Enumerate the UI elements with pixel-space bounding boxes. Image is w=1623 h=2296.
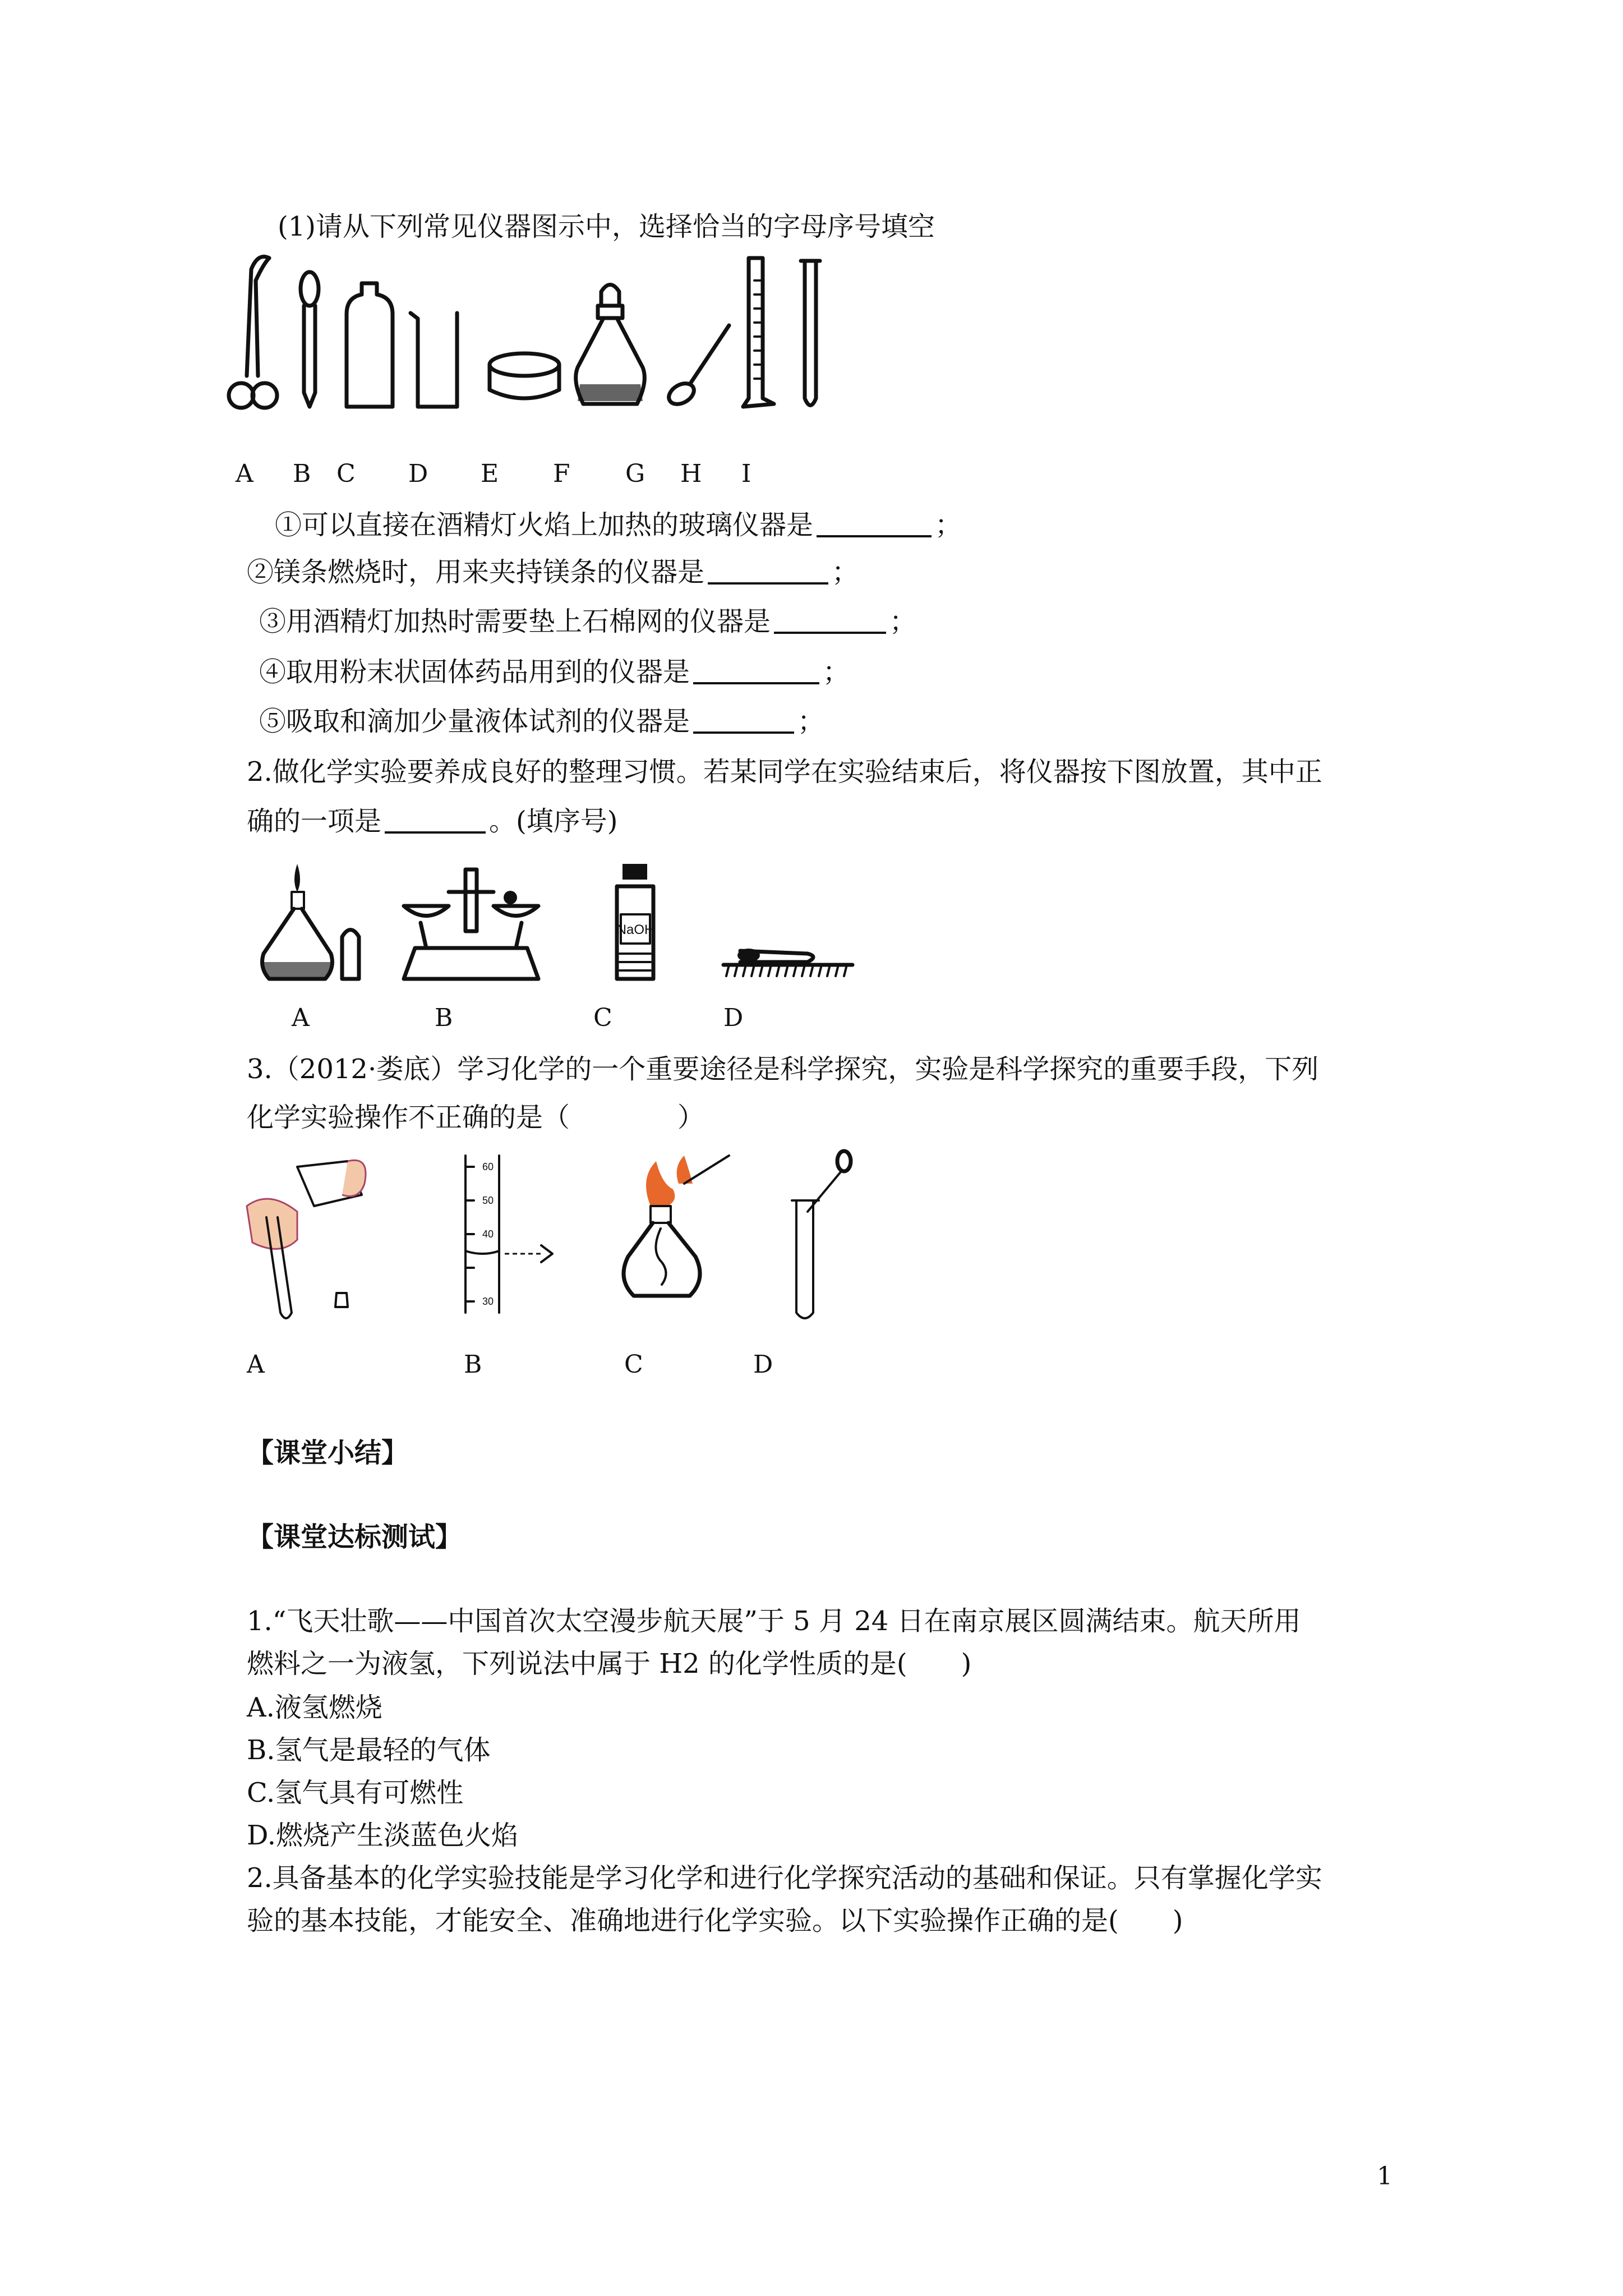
cylinder-tick-40: 40 xyxy=(482,1228,494,1240)
balance-scale-icon xyxy=(404,869,538,979)
q2-text-b: 。(填序号) xyxy=(489,806,618,837)
q1-label-f: F xyxy=(553,459,570,488)
alcohol-lamp-icon xyxy=(576,285,645,404)
dropper-icon xyxy=(301,272,319,407)
answer-blank[interactable] xyxy=(708,555,828,585)
q1-item-5-text: ⑤吸取和滴加少量液体试剂的仪器是 xyxy=(259,706,690,737)
reagent-bottle-icon xyxy=(347,283,393,407)
t1-line2: 燃料之一为液氢，下列说法中属于 H2 的化学性质的是( ) xyxy=(247,1648,972,1680)
answer-blank[interactable] xyxy=(693,655,819,684)
q3-label-a: A xyxy=(247,1350,265,1379)
evaporating-dish-icon xyxy=(490,353,559,398)
q1-label-c: C xyxy=(336,459,356,488)
q1-item-1-text: ①可以直接在酒精灯火焰上加热的玻璃仪器是 xyxy=(275,509,814,541)
crucible-tongs-icon xyxy=(229,257,277,408)
q2-label-d: D xyxy=(723,1004,744,1032)
q3-label-d: D xyxy=(753,1350,773,1379)
q3-text-line1: 3.（2012·娄底）学习化学的一个重要途径是科学探究，实验是科学探究的重要手段，下列 xyxy=(247,1053,1319,1085)
answer-blank[interactable] xyxy=(774,605,886,634)
q1-label-a: A xyxy=(236,459,253,488)
t1-option-a: A.液氢燃烧 xyxy=(247,1692,382,1723)
alcohol-lamp-with-cap-icon xyxy=(262,864,359,979)
answer-blank[interactable] xyxy=(385,804,486,834)
q3-text-line2: 化学实验操作不正确的是（ ） xyxy=(247,1102,705,1133)
q2-text-a: 确的一项是 xyxy=(247,806,382,837)
q1-item-1 xyxy=(275,508,962,542)
q1-label-e: E xyxy=(481,459,499,488)
q2-text-line2 xyxy=(247,804,617,838)
page-number: 1 xyxy=(1377,2162,1393,2191)
graduated-cylinder-icon xyxy=(743,258,774,407)
t2-line1: 2.具备基本的化学实验技能是学习化学和进行化学探究活动的基础和保证。只有掌握化学实 xyxy=(247,1862,1322,1894)
q1-label-b: B xyxy=(293,459,311,488)
end-mark: ； xyxy=(823,656,850,688)
q1-label-i: I xyxy=(741,459,751,488)
q2-label-b: B xyxy=(435,1004,453,1032)
lamp-ignition-icon xyxy=(624,1156,729,1296)
q1-instrument-figure xyxy=(224,247,841,426)
medicine-spoon-icon xyxy=(665,325,729,408)
end-mark: ； xyxy=(889,606,917,637)
end-mark: ； xyxy=(935,509,962,541)
answer-blank[interactable] xyxy=(817,508,932,537)
t2-line2: 验的基本技能，才能安全、准确地进行化学实验。以下实验操作正确的是( ) xyxy=(247,1905,1183,1936)
cylinder-reading-icon xyxy=(465,1156,552,1313)
test-tube-on-rack-icon xyxy=(723,949,852,976)
q1-item-2 xyxy=(247,555,859,589)
q1-label-g: G xyxy=(625,459,645,488)
q2-text-line1: 2.做化学实验要养成良好的整理习惯。若某同学在实验结束后，将仪器按下图放置，其中正 xyxy=(247,756,1322,788)
q3-label-b: B xyxy=(464,1350,482,1379)
dropper-in-tube-icon xyxy=(792,1151,851,1318)
cylinder-tick-60: 60 xyxy=(482,1161,494,1172)
cylinder-tick-50: 50 xyxy=(482,1195,494,1206)
section-test: 【课堂达标测试】 xyxy=(247,1521,463,1553)
q2-label-c: C xyxy=(593,1004,612,1032)
cylinder-tick-30: 30 xyxy=(482,1296,494,1307)
end-mark: ； xyxy=(832,556,859,588)
q1-item-5 xyxy=(259,705,824,738)
q1-item-3-text: ③用酒精灯加热时需要垫上石棉网的仪器是 xyxy=(259,606,771,637)
end-mark: ； xyxy=(797,706,825,737)
q1-item-2-text: ②镁条燃烧时，用来夹持镁条的仪器是 xyxy=(247,556,705,588)
section-summary: 【课堂小结】 xyxy=(247,1437,409,1469)
naoh-bottle-label: NaOH xyxy=(616,922,654,937)
pouring-liquid-icon xyxy=(247,1160,366,1318)
q3-figure xyxy=(236,1144,909,1324)
q1-item-4-text: ④取用粉末状固体药品用到的仪器是 xyxy=(259,656,690,688)
q2-figure xyxy=(247,853,920,987)
q1-intro: (1)请从下列常见仪器图示中，选择恰当的字母序号填空 xyxy=(278,211,935,242)
q3-label-c: C xyxy=(624,1350,643,1379)
naoh-bottle-icon xyxy=(617,864,654,979)
q1-item-4 xyxy=(259,655,850,689)
t1-line1: 1.“飞天壮歌——中国首次太空漫步航天展”于 5 月 24 日在南京展区圆满结束。航天所用 xyxy=(247,1605,1301,1637)
t1-option-b: B.氢气是最轻的气体 xyxy=(247,1734,491,1766)
q1-item-3 xyxy=(259,605,916,638)
answer-blank[interactable] xyxy=(693,705,794,734)
beaker-icon xyxy=(411,313,457,407)
q1-label-d: D xyxy=(408,459,428,488)
q2-label-a: A xyxy=(292,1004,310,1032)
q1-label-h: H xyxy=(680,459,702,488)
t1-option-d: D.燃烧产生淡蓝色火焰 xyxy=(247,1820,519,1851)
test-tube-icon xyxy=(801,261,820,406)
t1-option-c: C.氢气具有可燃性 xyxy=(247,1777,464,1809)
